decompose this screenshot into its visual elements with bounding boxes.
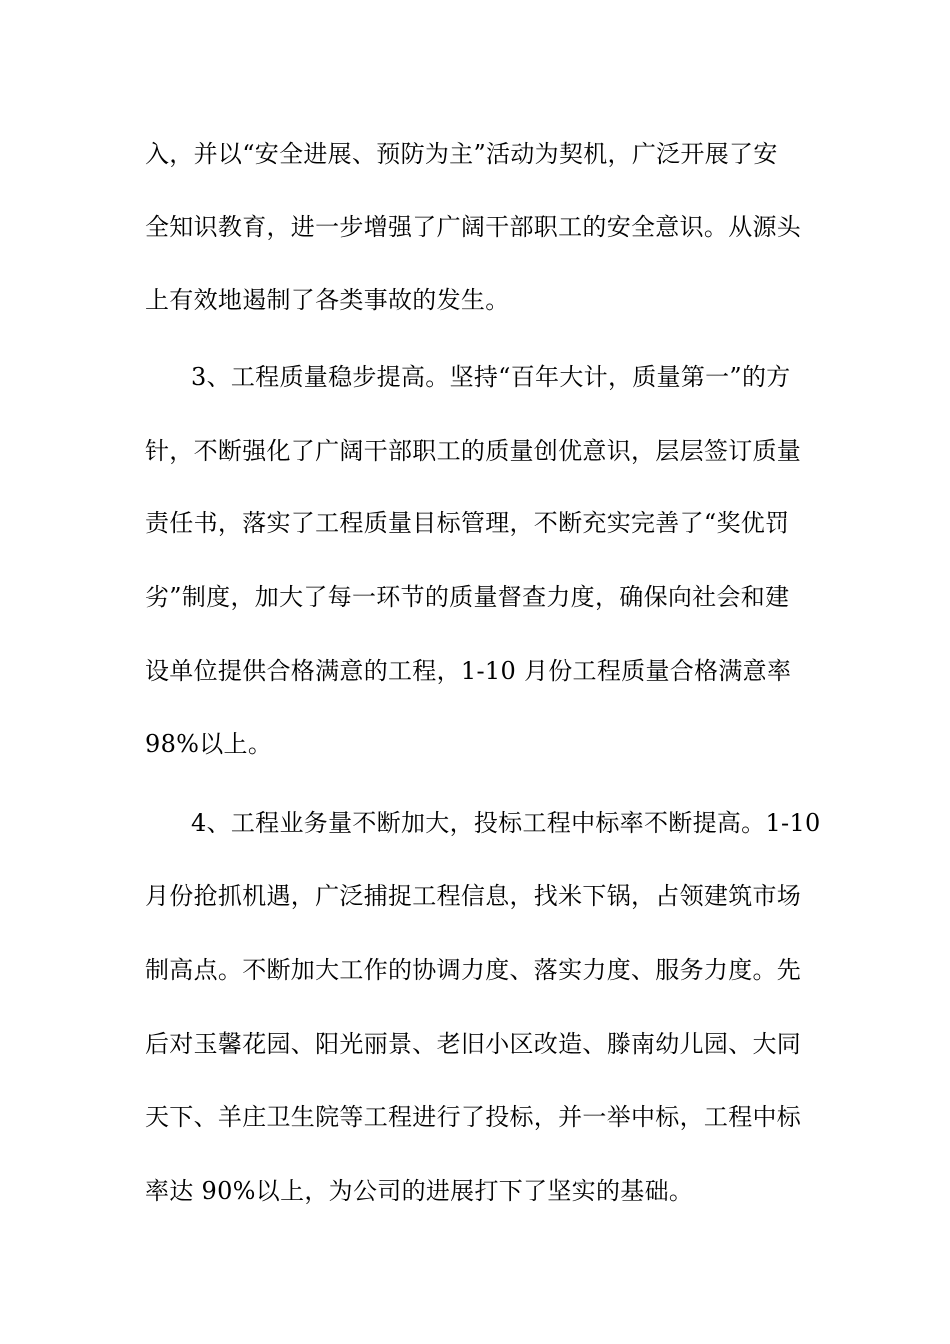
body-text-line: 责任书，落实了工程质量目标管理，不断充实完善了“奖优罚: [145, 509, 790, 537]
body-text-line: 月份抢抓机遇，广泛捕捉工程信息，找米下锅，占领建筑市场: [145, 882, 802, 910]
body-text-line: 入，并以“安全进展、预防为主”活动为契机，广泛开展了安: [145, 140, 778, 168]
body-text-line: 设单位提供合格满意的工程，1-10 月份工程质量合格满意率: [145, 657, 792, 685]
body-text-line: 率达 90%以上，为公司的进展打下了坚实的基础。: [145, 1177, 694, 1205]
body-text-line: 劣”制度，加大了每一环节的质量督查力度，确保向社会和建: [145, 583, 790, 611]
body-text-line: 后对玉馨花园、阳光丽景、老旧小区改造、滕南幼儿园、大同: [145, 1030, 802, 1058]
body-text-line: 针，不断强化了广阔干部职工的质量创优意识，层层签订质量: [145, 437, 802, 465]
body-text-line: 98%以上。: [145, 730, 273, 758]
paragraph-3-first-line: 3、工程质量稳步提高。坚持“百年大计，质量第一”的方: [191, 363, 791, 391]
body-text-line: 天下、羊庄卫生院等工程进行了投标，并一举中标，工程中标: [145, 1103, 802, 1131]
body-text-line: 制高点。不断加大工作的协调力度、落实力度、服务力度。先: [145, 956, 802, 984]
body-text-line: 上有效地遏制了各类事故的发生。: [145, 286, 510, 314]
body-text-line: 全知识教育，进一步增强了广阔干部职工的安全意识。从源头: [145, 213, 802, 241]
paragraph-4-first-line: 4、工程业务量不断加大，投标工程中标率不断提高。1-10: [191, 809, 821, 837]
